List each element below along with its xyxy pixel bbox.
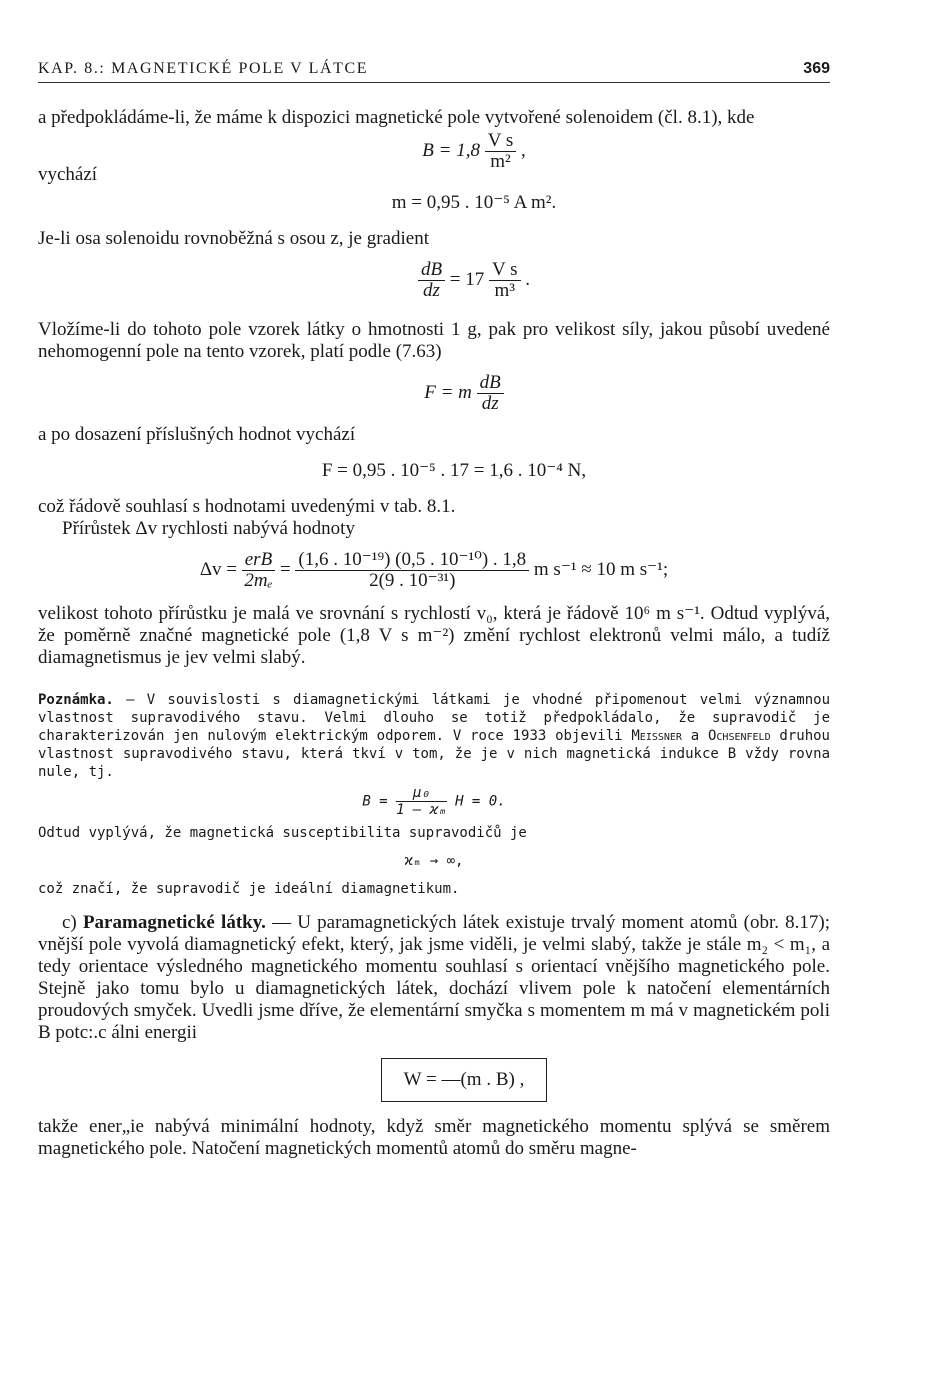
- equation-force-value: F = 0,95 . 10⁻⁵ . 17 = 1,6 . 10⁻⁴ N,: [321, 460, 587, 481]
- paragraph-5: a po dosazení příslušných hodnot vychází: [38, 424, 356, 445]
- paragraph-9: takže ener„ie nabývá minimální hodnoty, když směr magnetického momentu splývá se směrem magnetického pole. Natočení magnetických momentů atomů do směru magne-: [38, 1116, 830, 1159]
- running-header: [38, 60, 830, 83]
- note-block: [38, 691, 830, 898]
- page-number: 369: [803, 60, 830, 77]
- note-equation-2: ϰₘ → ∞,: [404, 853, 464, 869]
- equation-b-field: B = 1,8 $\frac{\text{V s}}{\text{m²}}$ ,: [422, 130, 526, 172]
- paragraph-3: Je-li osa solenoidu rovnoběžná s osou z, je gradient: [38, 228, 429, 249]
- section-c-paragraph: c) Paramagnetické látky. — U paramagnetických látek existuje trvalý moment atomů (obr. 8.17); vnější pole vyvolá diamagnetický efekt, který, jak jsme viděli, je velmi slabý, takže je stále m₂ < m₁, a tedy orientace výsledného magnetického momentu souhlasí s orientací vnějšího magnetického pole. Stejně jako tomu bylo u diamagnetických látek, dochází vlivem pole k natočení elementárních proudových smyček. Uvedli jsme dříve, že elementární smyčka s momentem m má v magnetickém poli B potc:.c álni energii: [38, 912, 831, 1043]
- section-c-title: Paramagnetické látky.: [82, 912, 266, 933]
- energy-formula-box: W = —(m . B) ,: [381, 1058, 548, 1102]
- paragraph-7: Přírůstek Δv rychlosti nabývá hodnoty: [62, 518, 355, 539]
- paragraph-8: velikost tohoto přírůstku je malá ve srovnání s rychlostí v₀, která je řádově 10⁶ m s⁻¹. Odtud vyplývá, že poměrně značné magnetické pole (1,8 V s m⁻²) změní rychlost elektronů velmi málo, a tudíž diamagnetismus je jev velmi slabý.: [38, 603, 830, 668]
- page: [38, 60, 830, 1160]
- running-title: KAP. 8.: MAGNETICKÉ POLE V LÁTCE: [38, 60, 369, 77]
- equation-gradient: $\frac{dB}{dz}$ = 17 $\frac{\text{V s}}{\text{m³}}$ .: [38, 260, 830, 301]
- equation-delta-v: Δv = $\frac{\text{erB}}{\text{2mₑ}}$ = $\frac{\text{(1,6 . 10⁻¹⁹) (0,5 . 10⁻¹⁰) . 1,8}}{\text{2(9 . 10⁻³¹)}}$ m s⁻¹ ≈ 10 m s⁻¹;: [199, 549, 669, 591]
- paragraph-1: a předpokládáme-li, že máme k dispozici magnetické pole vytvořené solenoidem (čl. 8.1), kde: [38, 107, 755, 128]
- note-equation-1: B = $\frac{\text{μ₀}}{\text{1 — ϰₘ}}$ H = 0.: [362, 785, 506, 818]
- paragraph-6: což řádově souhlasí s hodnotami uvedenými v tab. 8.1.: [38, 496, 456, 517]
- note-paragraph-3: což značí, že supravodič je ideální diamagnetikum.: [38, 881, 460, 897]
- paragraph-2: vychází: [38, 164, 98, 185]
- equation-force: F = m $\frac{dB}{dz}$: [38, 373, 830, 414]
- boxed-equation: [38, 1058, 830, 1102]
- note-paragraph-2: Odtud vyplývá, že magnetická susceptibilita supravodičů je: [38, 825, 527, 841]
- note-paragraph-1: Poznámka. — V souvislosti s diamagnetickými látkami je vhodné připomenout velmi významnou vlastnost supravodivého stavu. Velmi dlouho se totiž předpokládalo, že supravodič je charakterizován jen nulovým elektrickým odporem. V roce 1933 objevili Meissner a Ochsenfeld druhou vlastnost supravodivého stavu, která tkví v tom, že je v nich magnetická indukce B vždy rovna nule, tj.: [38, 692, 830, 780]
- paragraph-4: Vložíme-li do tohoto pole vzorek látky o hmotnosti 1 g, pak pro velikost síly, jakou působí uvedené nehomogenní pole na tento vzorek, platí podle (7.63): [38, 319, 830, 362]
- equation-moment: m = 0,95 . 10⁻⁵ A m².: [391, 192, 557, 213]
